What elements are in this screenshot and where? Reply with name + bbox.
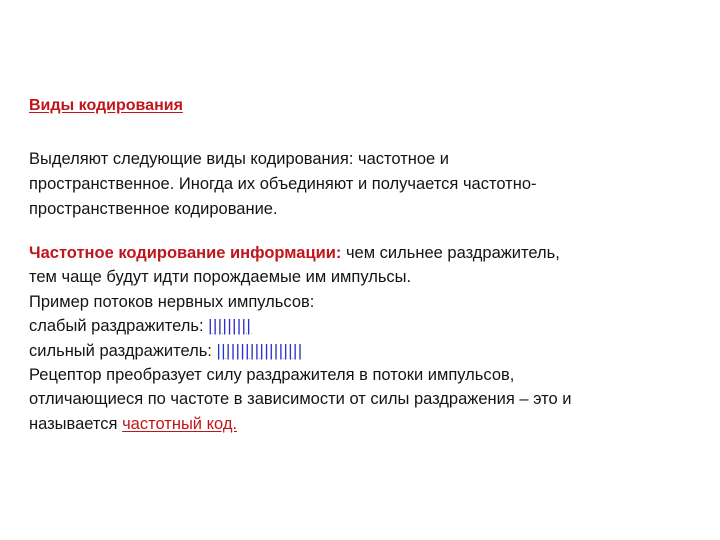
frequency-coding-title: Частотное кодирование информации: [29, 244, 342, 262]
frequency-definition-text: чем сильнее раздражитель, [341, 244, 560, 262]
frequency-definition-continued: тем чаще будут идти порождаемые им импульсы. [29, 268, 412, 287]
strong-stimulus-line [29, 339, 709, 363]
weak-stimulus-line [29, 314, 709, 338]
receptor-text-line: отличающиеся по частоте в зависимости от силы раздражения – это и [29, 390, 572, 409]
weak-pulse-train: ||||||||| [208, 317, 252, 336]
receptor-text: называется [29, 414, 123, 433]
intro-line: пространственное кодирование. [29, 200, 278, 218]
intro-paragraph [29, 147, 699, 222]
receptor-text-line: Рецептор преобразует силу раздражителя в потоки импульсов, [29, 366, 515, 385]
receptor-text-last-line [29, 412, 709, 436]
frequency-coding-section [29, 241, 709, 436]
slide-heading: Виды кодирования [29, 97, 183, 114]
frequency-definition-line [29, 241, 709, 265]
intro-line: Выделяют следующие виды кодирования: частотное и [29, 150, 450, 168]
intro-line: пространственное. Иногда их объединяют и получается частотно- [29, 175, 537, 193]
strong-stimulus-label: сильный раздражитель: [29, 341, 217, 360]
weak-stimulus-label: слабый раздражитель: [29, 317, 209, 336]
strong-pulse-train: |||||||||||||||||| [216, 341, 303, 360]
frequency-code-link[interactable]: частотный код. [122, 414, 238, 433]
example-label: Пример потоков нервных импульсов: [29, 292, 315, 311]
